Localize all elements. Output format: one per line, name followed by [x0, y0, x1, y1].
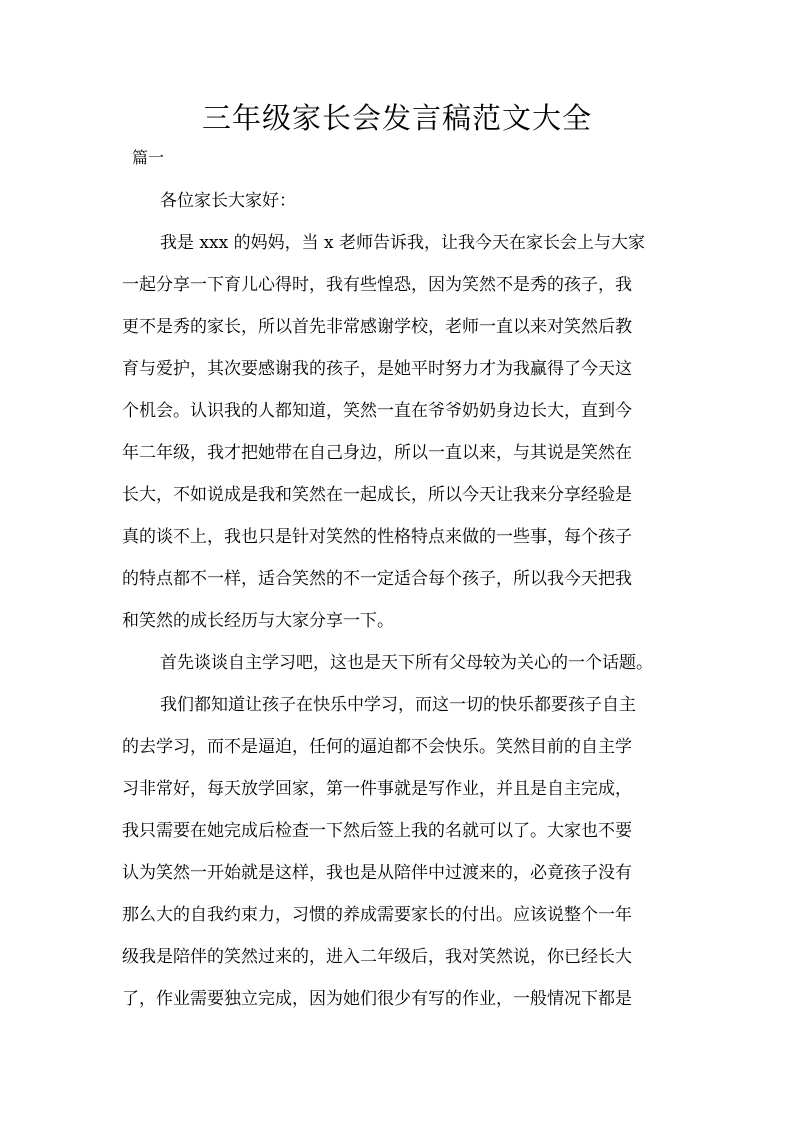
paragraph-line: 和笑然的成长经历与大家分享一下。: [122, 611, 394, 631]
paragraph-line: 认为笑然一开始就是这样，我也是从陪伴中过渡来的，必竟孩子没有: [122, 863, 632, 883]
paragraph-line: 的特点都不一样，适合笑然的不一定适合每个孩子，所以我今天把我: [122, 569, 632, 589]
paragraph-line: 我们都知道让孩子在快乐中学习，而这一切的快乐都要孩子自主: [160, 695, 636, 715]
paragraph-line: 了，作业需要独立完成，因为她们很少有写的作业，一般情况下都是: [122, 989, 632, 1009]
paragraph-line: 个机会。认识我的人都知道，笑然一直在爷爷奶奶身边长大，直到今: [122, 401, 632, 421]
paragraph-line: 级我是陪伴的笑然过来的，进入二年级后，我对笑然说，你已经长大: [122, 947, 632, 967]
paragraph-line: 习非常好，每天放学回家，第一件事就是写作业，并且是自主完成，: [122, 779, 632, 799]
paragraph-line: 一起分享一下育儿心得时，我有些惶恐，因为笑然不是秀的孩子，我: [122, 275, 632, 295]
paragraph-line: 各位家长大家好：: [160, 191, 296, 211]
paragraph-line: 我是 xxx 的妈妈，当 x 老师告诉我，让我今天在家长会上与大家: [160, 233, 645, 253]
paragraph-line: 年二年级，我才把她带在自己身边，所以一直以来，与其说是笑然在: [122, 443, 632, 463]
paragraph-line: 的去学习，而不是逼迫，任何的逼迫都不会快乐。笑然目前的自主学: [122, 737, 632, 757]
section-label: 篇一: [132, 148, 165, 167]
paragraph-line: 我只需要在她完成后检查一下然后签上我的名就可以了。大家也不要: [122, 821, 632, 841]
paragraph-line: 那么大的自我约束力，习惯的养成需要家长的付出。应该说整个一年: [122, 905, 632, 925]
paragraph-line: 首先谈谈自主学习吧，这也是天下所有父母较为关心的一个话题。: [160, 653, 653, 673]
paragraph-line: 真的谈不上，我也只是针对笑然的性格特点来做的一些事，每个孩子: [122, 527, 632, 547]
paragraph-line: 更不是秀的家长，所以首先非常感谢学校，老师一直以来对笑然后教: [122, 317, 632, 337]
paragraph-line: 长大，不如说成是我和笑然在一起成长，所以今天让我来分享经验是: [122, 485, 632, 505]
document-title: 三年级家长会发言稿范文大全: [201, 101, 592, 135]
paragraph-line: 育与爱护，其次要感谢我的孩子，是她平时努力才为我赢得了今天这: [122, 359, 632, 379]
